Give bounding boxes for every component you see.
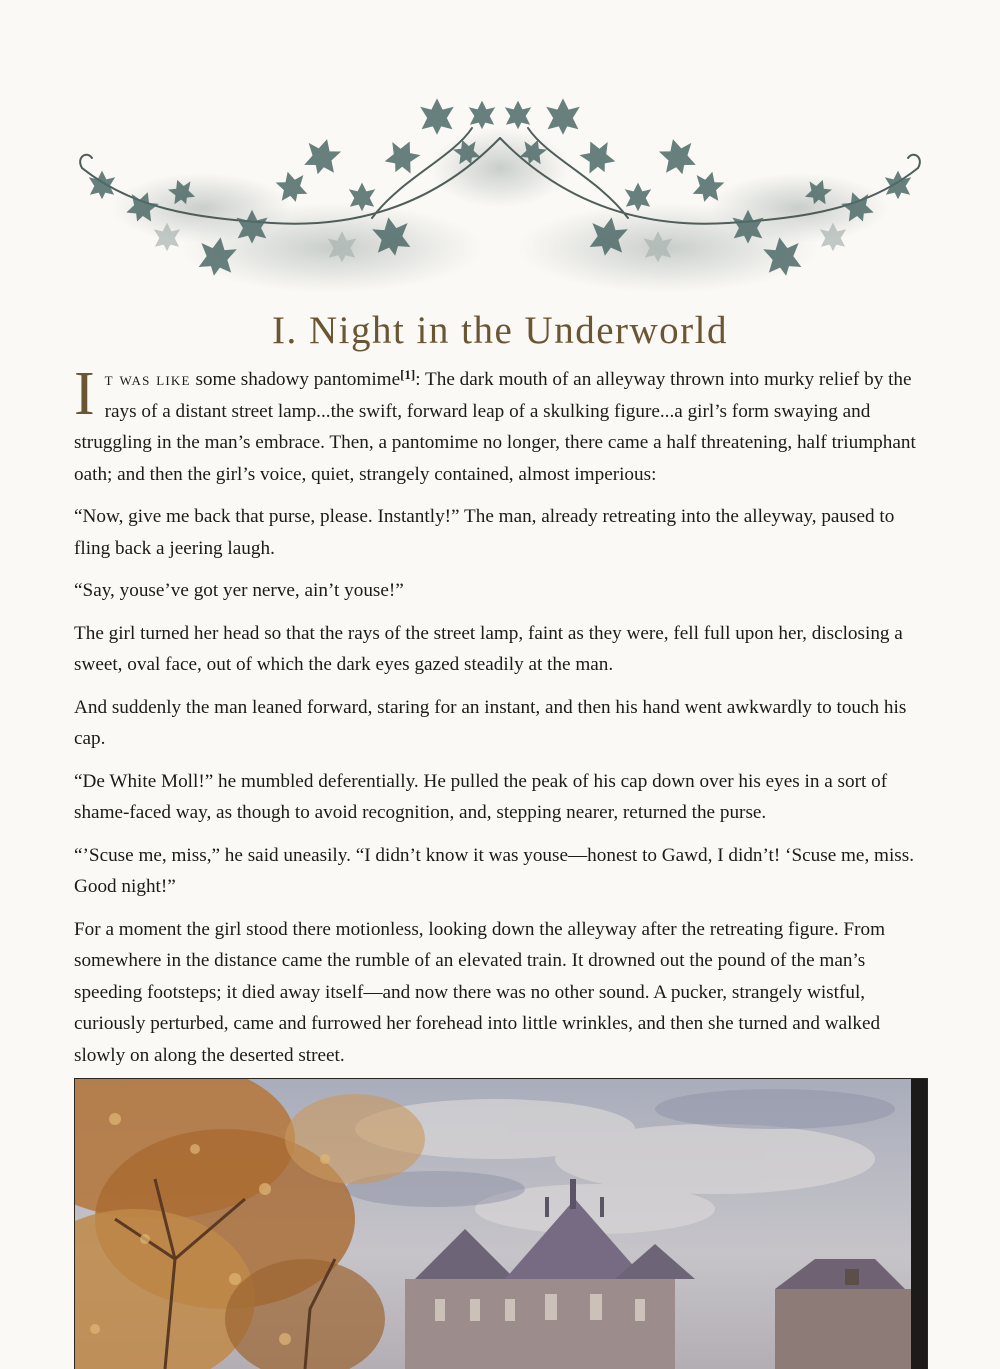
chapter-body bbox=[74, 360, 930, 1082]
opening-lead-text: some shadowy pantomime bbox=[190, 369, 401, 390]
opening-paragraph bbox=[74, 360, 930, 490]
drop-cap: I bbox=[74, 360, 95, 428]
chateau-painting-image bbox=[74, 1078, 928, 1369]
paragraph: For a moment the girl stood there motionless, looking down the alleyway after the retreating figure. From somewhere in the distance came the rumble of an elevated train. It drowned out the pound of the man’s speeding footsteps; it died away itself—and now there was no other sound. A pucker, strangely wistful, curiously perturbed, came and furrowed her forehead into little wrinkles, and then she turned and walked slowly on along the deserted street. bbox=[74, 918, 886, 1066]
paragraph: “Say, youse’ve got yer nerve, ain’t youse!” bbox=[74, 580, 404, 601]
paragraph: “De White Moll!” he mumbled deferentially. He pulled the peak of his cap down over his eyes in a sort of shame-faced way, as though to avoid recognition, and, stepping nearer, returned the purse. bbox=[74, 770, 888, 823]
ivy-garland-ornament-icon bbox=[72, 98, 928, 310]
paragraph: “’Scuse me, miss,” he said uneasily. “I didn’t know it was youse—honest to Gawd, I didn’t! ‘Scuse me, miss. Good night!” bbox=[74, 844, 915, 897]
paragraph: The girl turned her head so that the rays of the street lamp, faint as they were, fell full upon her, disclosing a sweet, oval face, out of which the dark eyes gazed steadily at the man. bbox=[74, 622, 903, 675]
footnote-ref-link[interactable]: [1] bbox=[400, 367, 416, 382]
paragraph: “Now, give me back that purse, please. Instantly!” The man, already retreating into the alleyway, paused to fling back a jeering laugh. bbox=[74, 506, 895, 559]
opening-rest-text: : The dark mouth of an alleyway thrown into murky relief by the rays of a distant street lamp...the swift, forward leap of a skulking figure...a girl’s form swaying and struggling in the man’s embrace. Then, a pantomime no longer, there came a half threatening, half triumphant oath; and then the girl’s voice, quiet, strangely contained, almost imperious: bbox=[74, 369, 916, 485]
chapter-title: I. Night in the Underworld bbox=[271, 309, 728, 352]
paragraph: And suddenly the man leaned forward, staring for an instant, and then his hand went awkwardly to touch his cap. bbox=[74, 696, 907, 749]
opening-small-caps: t was like bbox=[104, 369, 191, 389]
